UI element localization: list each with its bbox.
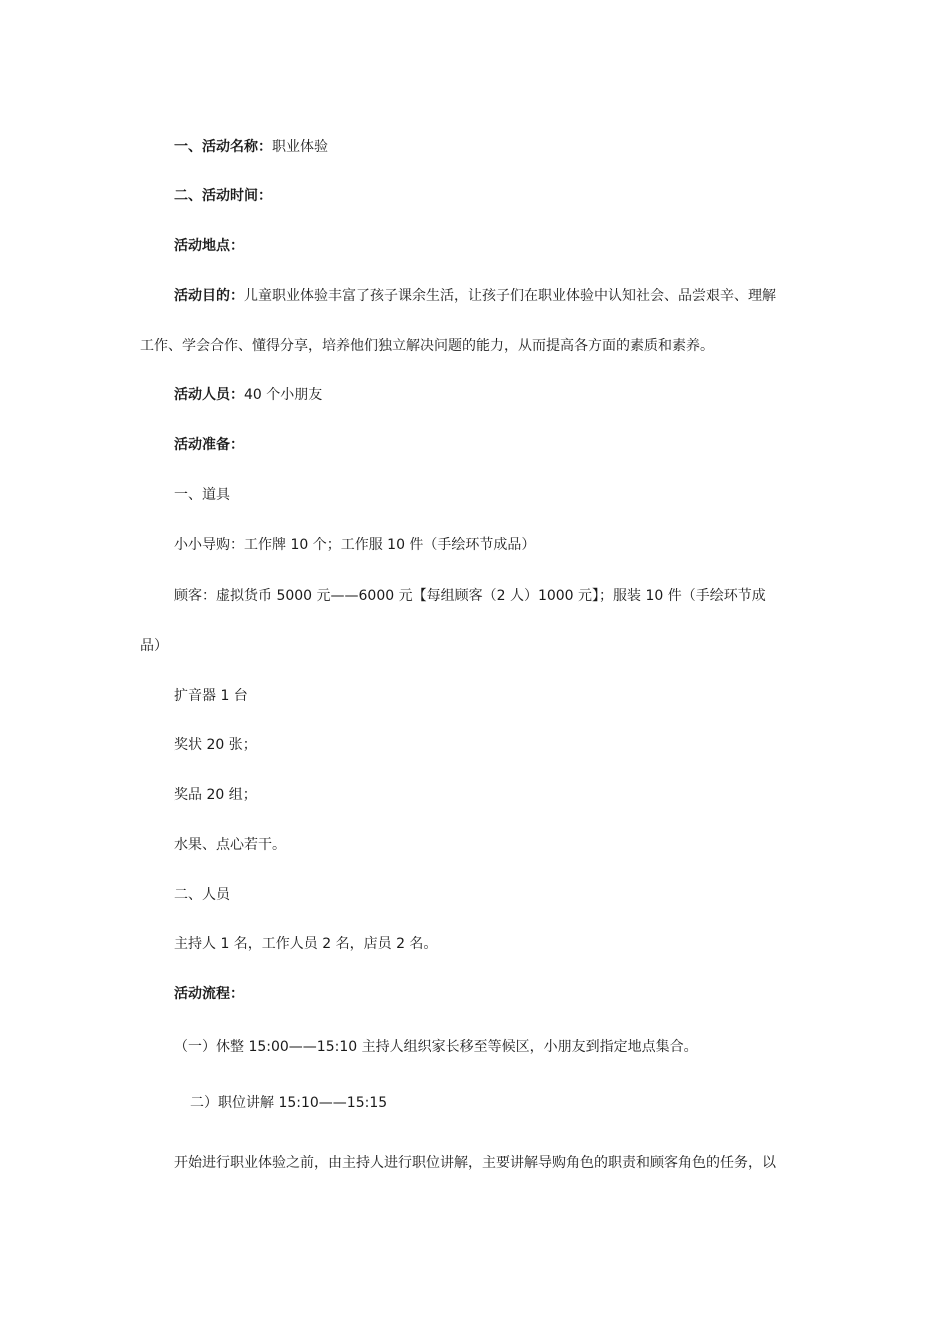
props-customer-line <box>174 586 766 606</box>
process-step-2 <box>190 1093 387 1113</box>
process-step-1 <box>174 1037 698 1057</box>
line-text: 小小导购：工作牌 10 个；工作服 10 件（手绘环节成品） <box>174 537 536 553</box>
props-speaker-line <box>174 686 248 706</box>
activity-purpose-continued <box>140 336 714 356</box>
props-heading <box>174 485 230 505</box>
line-text: 品） <box>140 638 168 654</box>
props-prizes-line <box>174 785 257 805</box>
props-customer-continued <box>140 636 168 656</box>
props-certificates-line <box>174 735 257 755</box>
props-snacks-line <box>174 835 286 855</box>
activity-preparation-line <box>174 435 244 455</box>
staff-line <box>174 934 437 954</box>
line-label: 活动流程： <box>174 986 244 1002</box>
line-text: 开始进行职业体验之前，由主持人进行职位讲解，主要讲解导购角色的职责和顾客角色的任务，以 <box>174 1155 776 1171</box>
line-text: 儿童职业体验丰富了孩子课余生活，让孩子们在职业体验中认知社会、品尝艰辛、理解 <box>244 288 776 304</box>
line-text: 主持人 1 名，工作人员 2 名，店员 2 名。 <box>174 936 438 952</box>
line-text: 顾客：虚拟货币 5000 元——6000 元【每组顾客（2 人）1000 元】；服装 10 件（手绘环节成 <box>174 588 766 604</box>
line-text: 40 个小朋友 <box>244 387 323 403</box>
line-label: 活动准备： <box>174 437 244 453</box>
line-text: （一）休整 15:00——15:10 主持人组织家长移至等候区，小朋友到指定地点集合。 <box>174 1039 698 1055</box>
staff-heading <box>174 885 230 905</box>
activity-time-line <box>174 186 272 206</box>
activity-process-heading <box>174 984 244 1004</box>
line-text: 二、人员 <box>174 887 230 903</box>
line-label: 活动人员： <box>174 387 244 403</box>
activity-purpose-line <box>174 286 776 306</box>
line-text: 工作、学会合作、懂得分享，培养他们独立解决问题的能力，从而提高各方面的素质和素养。 <box>140 338 714 354</box>
line-label: 活动目的： <box>174 288 244 304</box>
activity-location-line <box>174 236 244 256</box>
line-label: 活动地点： <box>174 238 244 254</box>
line-text: 职业体验 <box>272 139 328 155</box>
process-step-2-description <box>174 1153 776 1173</box>
line-label: 一、活动名称： <box>174 139 272 155</box>
activity-participants-line <box>174 385 322 405</box>
line-text: 二）职位讲解 15:10——15:15 <box>190 1095 388 1111</box>
activity-name-line <box>174 137 328 157</box>
line-text: 扩音器 1 台 <box>174 688 248 704</box>
line-text: 奖状 20 张； <box>174 737 257 753</box>
line-text: 一、道具 <box>174 487 230 503</box>
line-text: 水果、点心若干。 <box>174 837 286 853</box>
props-guide-line <box>174 535 535 555</box>
line-text: 奖品 20 组； <box>174 787 257 803</box>
line-label: 二、活动时间： <box>174 188 272 204</box>
